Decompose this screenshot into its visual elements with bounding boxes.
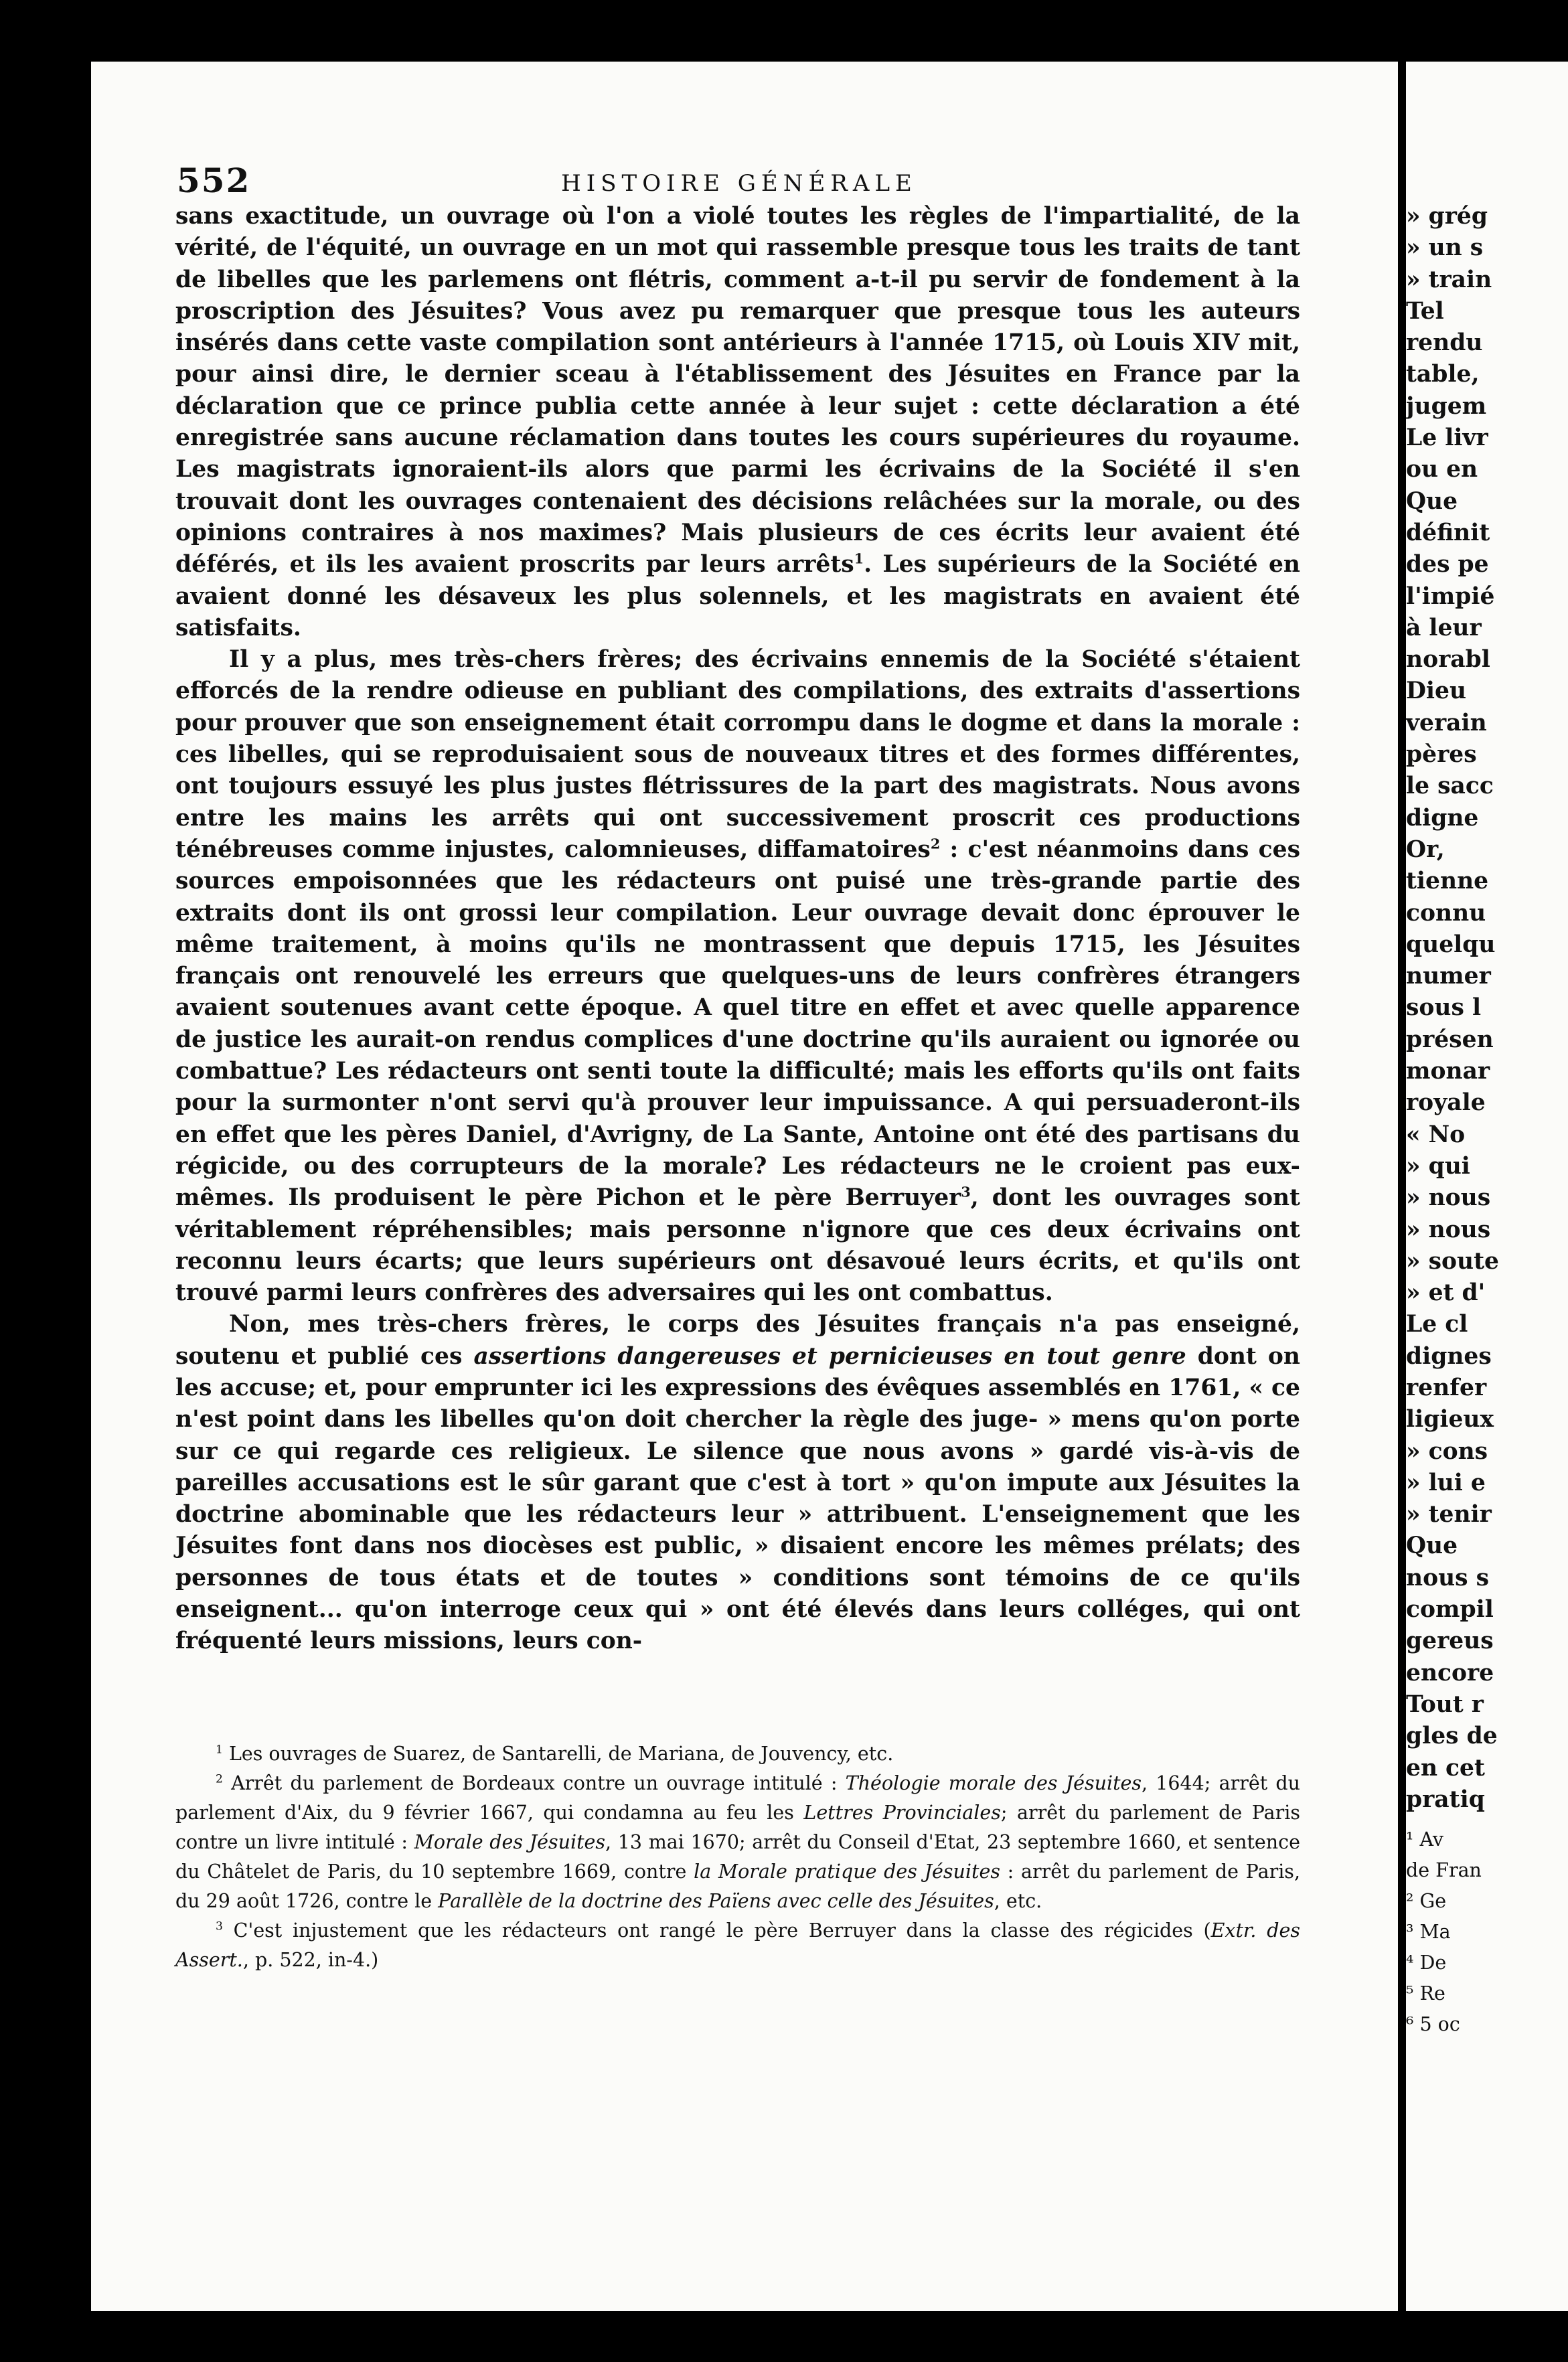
right-page-line: pratiq [1406,1786,1485,1813]
page-number: 552 [177,161,251,200]
right-page-line: le sacc [1406,773,1494,800]
right-page-line: présen [1406,1026,1494,1053]
right-page-line: » qui [1406,1152,1470,1180]
paragraph-1: sans exactitude, un ouvrage où l'on a violé toutes les règles de l'impartialité, de la vérité, de l'équité, un ouvrage en un mot qui rassemble presque tous les traits de tant de libelles que les parlemens ont flétris, comment a-t-il pu servir de fondement à la proscription des Jésuites? Vous avez pu remarquer que presque tous les auteurs insérés dans cette vaste compilation sont antérieurs à l'année 1715, où Louis XIV mit, pour ainsi dire, le dernier sceau à l'établissement des Jésuites en France par la déclaration que ce prince publia cette année à leur sujet : cette déclaration a été enregistrée sans aucune réclamation dans toutes les cours supérieures du royaume. Les magistrats ignoraient-ils alors que parmi les écrivains de la Société il s'en trouvait dont les ouvrages contenaient des décisions relâchées sur la morale, ou des opinions contraires à nos maximes? Mais plusieurs de ces écrits leur avaient été déférés, et ils les avaient proscrits par leurs arrêts$^1$. Les supérieurs de la Société en avaient donné les désaveux les plus solennels, et les magistrats en avaient été satisfaits. [175,203,1300,641]
footnote-ref: 1 [854,550,864,567]
right-page-line: digne [1406,804,1479,832]
right-page-line: compil [1406,1596,1494,1624]
right-page-line: rendu [1406,329,1483,357]
right-page-line: » et d' [1406,1279,1486,1307]
right-page-footnote-line: ¹ Av [1406,1828,1444,1851]
right-page-line: Or, [1406,836,1445,863]
right-page-line: jugem [1406,392,1487,420]
paragraph-3: Non, mes très-chers frères, le corps des Jésuites français n'a pas enseigné, soutenu et publié ces assertions dangereuses et pernicieuses en tout genre dont on les accuse; et, pour emprunter ici les expressions des évêques assemblés en 1761, « ce n'est point dans les libelles qu'on doit chercher la règle des juge- » mens qu'on porte sur ce qui regarde ces religieux. Le silence que nous avons » gardé vis-à-vis de pareilles accusations est le sûr garant que c'est à tort » qu'on impute aux Jésuites la doctrine abominable que les rédacteurs leur » attribuent. L'enseignement que les Jésuites font dans nos diocèses est public, » disaient encore les mêmes prélats; des personnes de tous états et de toutes » conditions sont témoins de ce qu'ils enseignent... qu'on interroge ceux qui » ont été élevés dans leurs colléges, qui ont fréquenté leurs missions, leurs con- [175,1311,1300,1655]
right-page-line: nous s [1406,1564,1490,1591]
footnote-ref: 3 [961,1184,971,1200]
right-page-footnote-line: ³ Ma [1406,1921,1451,1943]
right-page-line: » tenir [1406,1501,1492,1528]
right-page-line: verain [1406,709,1487,736]
footnote-2: $^2$ Arrêt du parlement de Bordeaux contre un ouvrage intitulé : Théologie morale des Jésuites, 1644; arrêt du parlement d'Aix, du 9 février 1667, qui condamna au feu les Lettres Provinciales; arrêt du parlement de Paris contre un livre intitulé : Morale des Jésuites, 13 mai 1670; arrêt du Conseil d'Etat, 23 septembre 1660, et sentence du Châtelet de Paris, du 10 septembre 1669, contre la Morale pratique des Jésuites : arrêt du parlement de Paris, du 29 août 1726, contre le Parallèle de la doctrine des Païens avec celle des Jésuites, etc. [175,1772,1301,1912]
right-page-line: Tel [1406,297,1444,325]
right-page-line: encore [1406,1659,1494,1686]
right-page-footnote-line: ⁶ 5 oc [1406,2013,1460,2035]
right-page-line: Le cl [1406,1311,1468,1338]
right-page-line: dignes [1406,1342,1492,1370]
right-page-line: quelqu [1406,931,1496,958]
footnote-3: $^3$ C'est injustement que les rédacteurs ont rangé le père Berruyer dans la classe des régicides (Extr. des Assert., p. 522, in-4.) [175,1919,1300,1971]
right-page-line: Que [1406,487,1458,515]
right-page-line: sous l [1406,994,1482,1022]
running-head: HISTOIRE GÉNÉRALE [561,170,917,197]
right-page-line: ou en [1406,456,1478,483]
right-page-footnotes [1406,1824,1568,2040]
right-page-line: numer [1406,963,1491,990]
right-page-footnote-line: ⁵ Re [1406,1982,1445,2004]
right-page-line: » nous [1406,1184,1491,1212]
paragraph-2: Il y a plus, mes très-chers frères; des écrivains ennemis de la Société s'étaient efforcés de la rendre odieuse en publiant des compilations, des extraits d'assertions pour prouver que son enseignement était corrompu dans le dogme et dans la morale : ces libelles, qui se reproduisaient sous de nouveaux titres et des formes différentes, ont toujours essuyé les plus justes flétrissures de la part des magistrats. Nous avons entre les mains les arrêts qui ont successivement proscrit ces productions ténébreuses comme injustes, calomnieuses, diffamatoires$^2$ : c'est néanmoins dans ces sources empoisonnées que les rédacteurs ont puisé une très-grande partie des extraits dont ils ont grossi leur compilation. Leur ouvrage devait donc éprouver le même traitement, à moins qu'ils ne montrassent que depuis 1715, les Jésuites français ont renouvelé les erreurs que quelques-uns de leurs confrères étrangers avaient soutenues avant cette époque. A quel titre en effet et avec quelle apparence de justice les aurait-on rendus complices d'une doctrine qu'ils auraient ou ignorée ou combattue? Les rédacteurs ont senti toute la difficulté; mais les efforts qu'ils ont faits pour la surmonter n'ont servi qu'à prouver leur impuissance. A qui persuaderont-ils en effet que les pères Daniel, d'Avrigny, de La Sante, Antoine ont été des partisans du régicide, ou des corrupteurs de la morale? Les rédacteurs ne le croient pas eux-mêmes. Ils produisent le père Pichon et le père Berruyer$^3$, dont les ouvrages sont véritablement répréhensibles; mais personne n'ignore que ces deux écrivains ont reconnu leurs écarts; que leurs supérieurs ont désavoué leurs écrits, et qu'ils ont trouvé parmi leurs confrères des adversaires qui les ont combattus. [175,646,1300,1307]
main-text [175,201,1300,1658]
right-page-line: gereus [1406,1628,1494,1655]
right-page-line: Le livr [1406,424,1488,452]
right-page-line: table, [1406,361,1480,388]
right-page-line: norabl [1406,646,1490,674]
right-page-line: » cons [1406,1437,1488,1465]
footnote-1: $^1$ Les ouvrages de Suarez, de Santarelli, de Mariana, de Jouvency, etc. [216,1743,894,1765]
right-page-line: des pe [1406,551,1489,578]
right-page-line: » nous [1406,1216,1491,1243]
right-page-footnote-line: ² Ge [1406,1890,1447,1912]
right-page-line: pères [1406,741,1477,769]
right-page-line: Dieu [1406,678,1467,705]
right-page-line: à leur [1406,614,1482,641]
right-page-line: l'impié [1406,582,1495,610]
right-page-line: » un s [1406,234,1484,262]
right-page-line: gles de [1406,1723,1498,1750]
right-page-line: » train [1406,266,1492,293]
right-page-text [1406,201,1568,1816]
right-page-line: « No [1406,1121,1466,1148]
right-page-line: tienne [1406,868,1489,895]
right-page-line: » lui e [1406,1469,1486,1496]
right-page-footnote-line: de Fran [1406,1859,1482,1881]
right-page-footnote-line: ⁴ De [1406,1952,1447,1974]
right-page-line: connu [1406,899,1486,927]
right-page-line: définit [1406,519,1490,546]
right-page-line: Que [1406,1532,1458,1560]
right-page-line: royale [1406,1089,1486,1117]
footnote-ref: 2 [930,836,941,852]
right-page-line: en cet [1406,1754,1485,1782]
footnotes [175,1739,1300,1975]
right-page-line: » soute [1406,1247,1499,1275]
right-page-line: renfer [1406,1374,1487,1401]
right-page-line: Tout r [1406,1690,1484,1718]
right-page-line: ligieux [1406,1406,1494,1433]
right-page-line: monar [1406,1058,1490,1085]
right-page-line: » grég [1406,203,1488,230]
